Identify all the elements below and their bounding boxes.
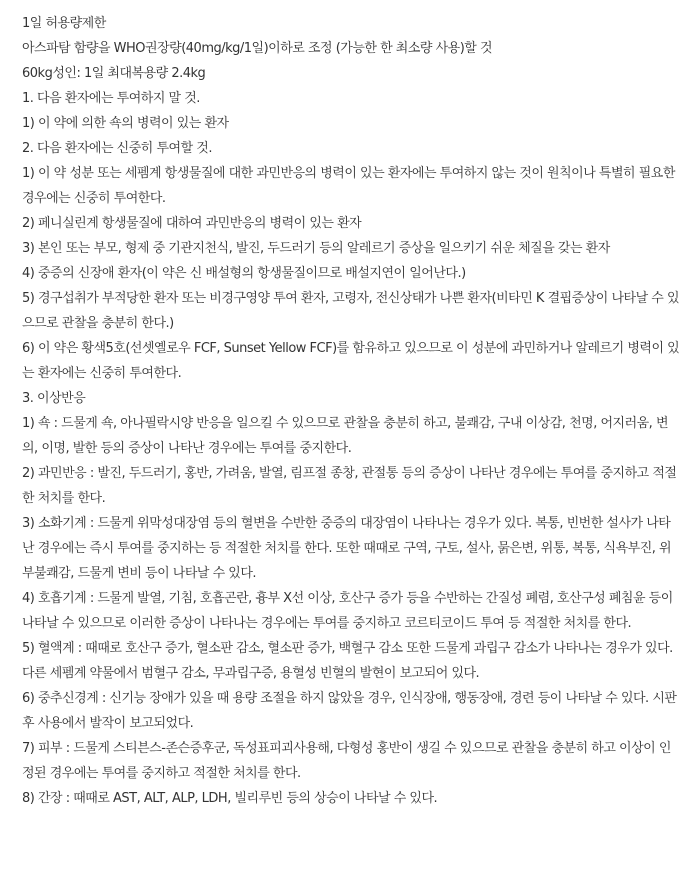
list-item: 6) 이 약은 황색5호(선셋옐로우 FCF, Sunset Yellow FCF)를 함유하고 있으므로 이 성분에 과민하거나 알레르기 병력이 있는 환자에는 신중히 투여한다. bbox=[22, 341, 680, 381]
text-line-adult-max-dose: 60kg성인: 1일 최대복용량 2.4kg bbox=[22, 66, 206, 81]
section-heading-adverse-reactions: 3. 이상반응 bbox=[22, 391, 86, 406]
list-item: 2) 과민반응 : 발진, 두드러기, 홍반, 가려움, 발열, 림프절 종창, 관절통 등의 증상이 나타난 경우에는 투여를 중지하고 적절한 처치를 한다. bbox=[22, 466, 677, 506]
list-item: 1) 쇽 : 드물게 쇽, 아나필락시양 반응을 일으킬 수 있으므로 관찰을 충분히 하고, 불쾌감, 구내 이상감, 천명, 어지러움, 변의, 이명, 발한 등의 증상이 나타난 경우에는 투여를 중지한다. bbox=[22, 416, 669, 456]
list-item: 4) 호흡기계 : 드물게 발열, 기침, 호흡곤란, 흉부 X선 이상, 호산구 증가 등을 수반하는 간질성 폐렴, 호산구성 폐침윤 등이 나타날 수 있으므로 이러한 증상이 나타나는 경우에는 투여를 중지하고 코르티코이드 투여 등 적절한 처치를 한다. bbox=[22, 591, 673, 631]
list-item: 5) 경구섭취가 부적당한 환자 또는 비경구영양 투여 환자, 고령자, 전신상태가 나쁜 환자(비타민 K 결핍증상이 나타날 수 있으므로 관찰을 충분히 한다.) bbox=[22, 291, 680, 331]
list-item: 2) 페니실린계 항생물질에 대하여 과민반응의 병력이 있는 환자 bbox=[22, 216, 362, 231]
section-heading-caution: 2. 다음 환자에는 신중히 투여할 것. bbox=[22, 141, 212, 156]
list-item: 1) 이 약 성분 또는 세펨계 항생물질에 대한 과민반응의 병력이 있는 환자에는 투여하지 않는 것이 원칙이나 특별히 필요한 경우에는 신중히 투여한다. bbox=[22, 166, 675, 206]
list-item: 7) 피부 : 드물게 스티븐스-존슨증후군, 독성표피괴사용해, 다형성 홍반이 생길 수 있으므로 관찰을 충분히 하고 이상이 인정된 경우에는 투여를 중지하고 적절한 처치를 한다. bbox=[22, 741, 671, 781]
list-item: 6) 중추신경계 : 신기능 장애가 있을 때 용량 조절을 하지 않았을 경우, 인식장애, 행동장애, 경련 등이 나타날 수 있다. 시판 후 사용에서 발작이 보고되었다. bbox=[22, 691, 677, 731]
list-item: 4) 중증의 신장애 환자(이 약은 신 배설형의 항생물질이므로 배설지연이 일어난다.) bbox=[22, 266, 466, 281]
section-heading-contraindications: 1. 다음 환자에는 투여하지 말 것. bbox=[22, 91, 200, 106]
list-item: 8) 간장 : 때때로 AST, ALT, ALP, LDH, 빌리루빈 등의 상승이 나타날 수 있다. bbox=[22, 791, 438, 806]
list-item: 1) 이 약에 의한 쇽의 병력이 있는 환자 bbox=[22, 116, 229, 131]
list-item: 3) 소화기계 : 드물게 위막성대장염 등의 혈변을 수반한 중증의 대장염이 나타나는 경우가 있다. 복통, 빈번한 설사가 나타난 경우에는 즉시 투여를 중지하는 등 적절한 처치를 한다. 또한 때때로 구역, 구토, 설사, 묽은변, 위통, 복통, 식욕부진, 위부불쾌감, 드물게 변비 등이 나타날 수 있다. bbox=[22, 516, 672, 581]
list-item: 3) 본인 또는 부모, 형제 중 기관지천식, 발진, 두드러기 등의 알레르기 증상을 일으키기 쉬운 체질을 갖는 환자 bbox=[22, 241, 610, 256]
text-line-aspartame: 아스파탐 함량을 WHO권장량(40mg/kg/1일)이하로 조정 (가능한 한 최소량 사용)할 것 bbox=[22, 41, 493, 56]
list-item: 5) 혈액계 : 때때로 호산구 증가, 혈소판 감소, 혈소판 증가, 백혈구 감소 또한 드물게 과립구 감소가 나타나는 경우가 있다. 다른 세펨계 약물에서 범혈구 감소, 무과립구증, 용혈성 빈혈의 발현이 보고되어 있다. bbox=[22, 641, 673, 681]
text-line-heading-daily-limit: 1일 허용량제한 bbox=[22, 16, 106, 31]
